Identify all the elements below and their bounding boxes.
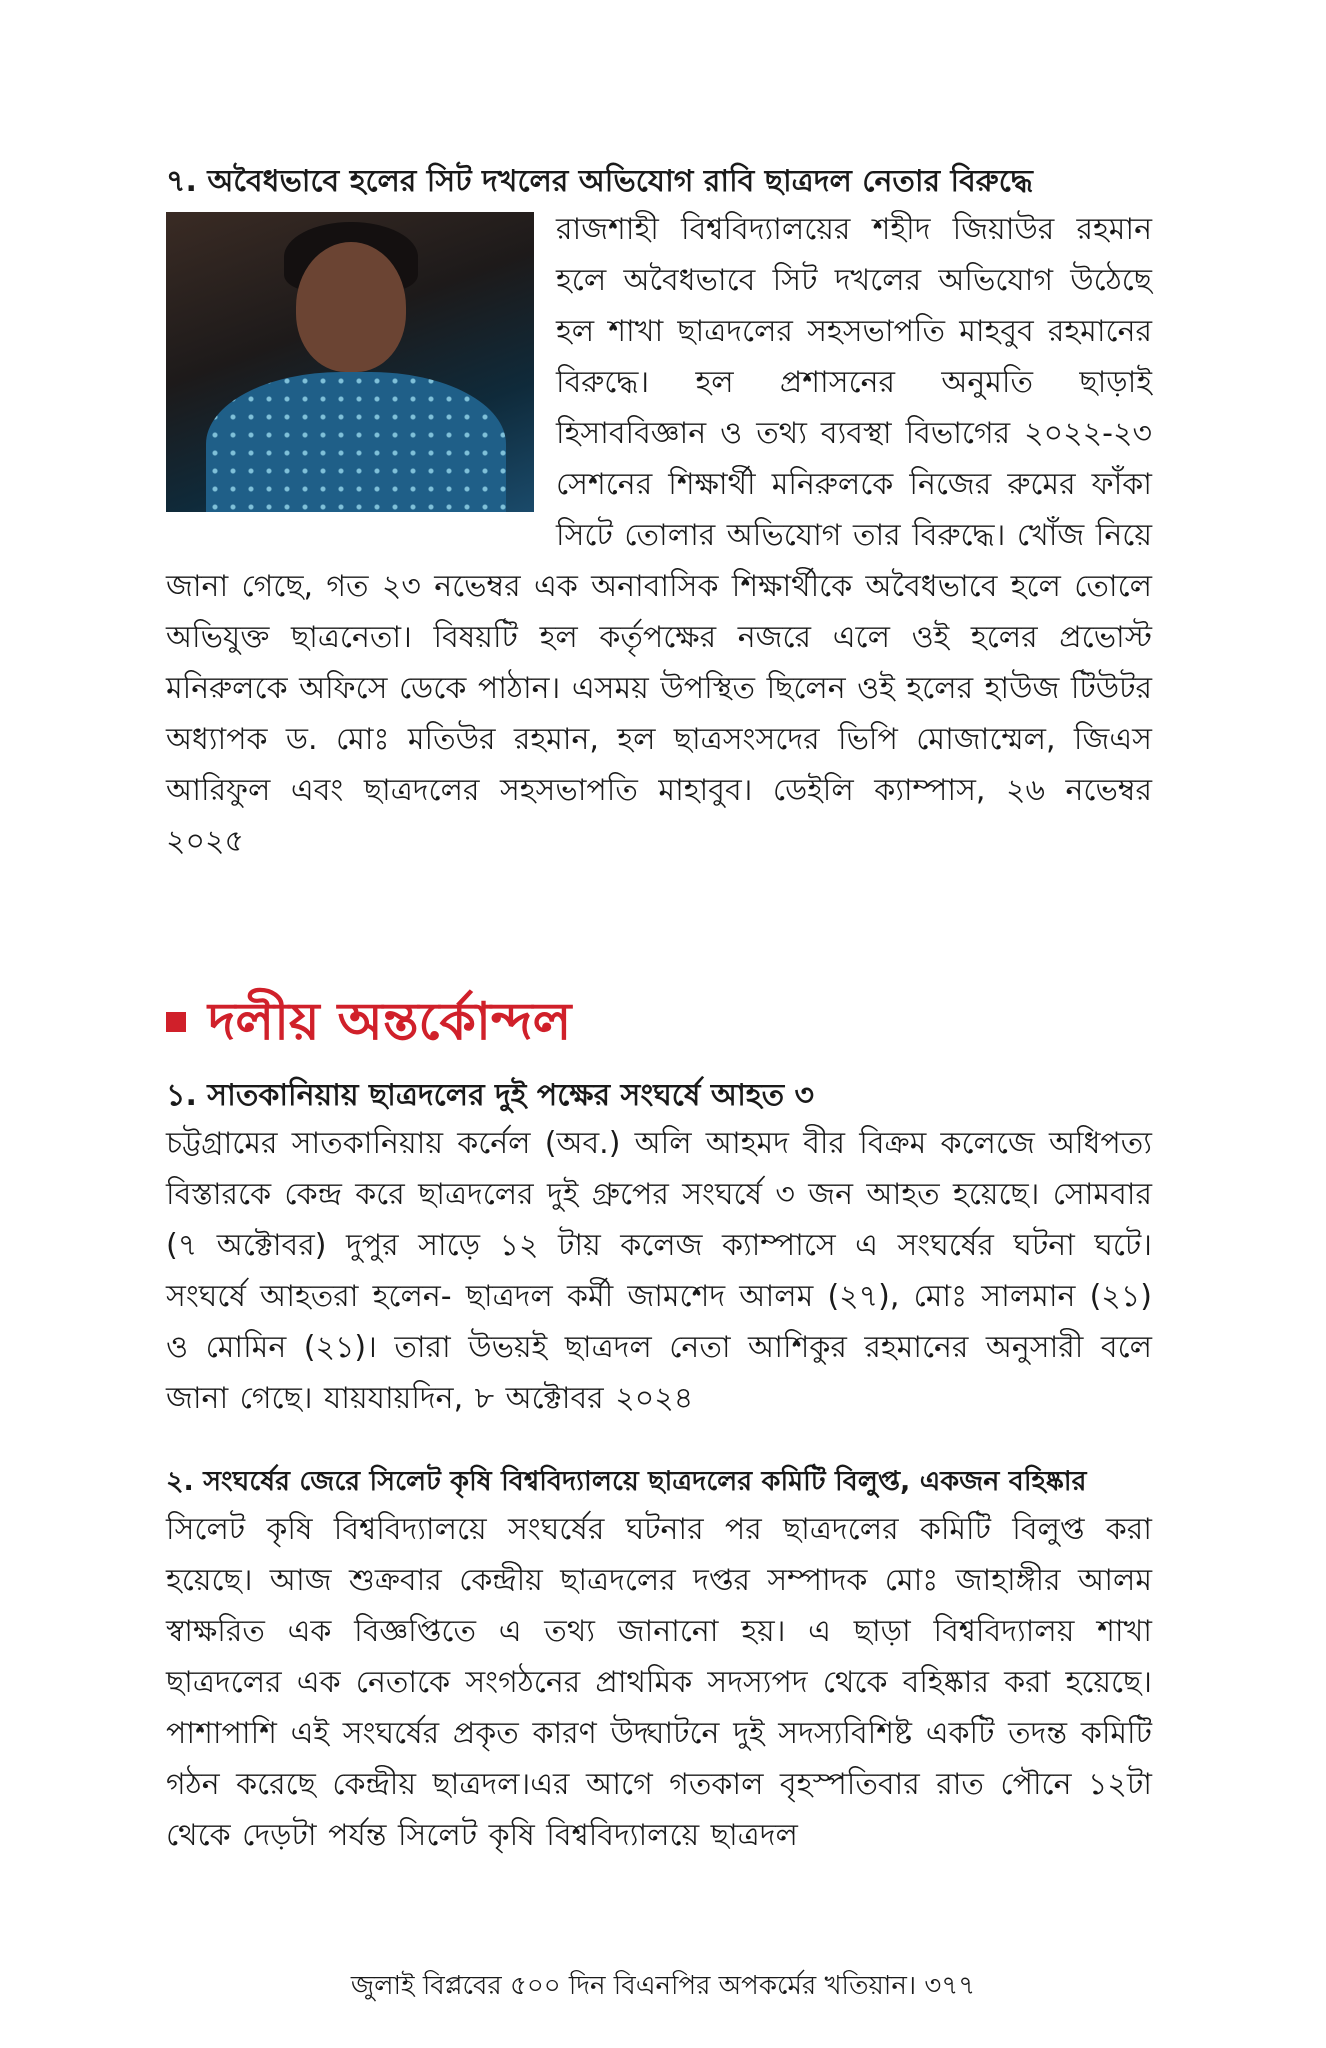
section-title-text: দলীয় অন্তর্কোন্দল — [208, 992, 572, 1052]
article-2-body: সিলেট কৃষি বিশ্ববিদ্যালয়ে সংঘর্ষের ঘটনার পর ছাত্রদলের কমিটি বিলুপ্ত করা হয়েছে। আজ শুক্রবার কেন্দ্রীয় ছাত্রদলের দপ্তর সম্পাদক মোঃ জাহাঙ্গীর আলম স্বাক্ষরিত এক বিজ্ঞপ্তিতে এ তথ্য জানানো হয়। এ ছাড়া বিশ্ববিদ্যালয় শাখা ছাত্রদলের এক নেতাকে সংগঠনের প্রাথমিক সদস্যপদ থেকে বহিষ্কার করা হয়েছে। পাশাপাশি এই সংঘর্ষের প্রকৃত কারণ উদ্ঘাটনে দুই সদস্যবিশিষ্ট একটি তদন্ত কমিটি গঠন করেছে কেন্দ্রীয় ছাত্রদল।এর আগে গতকাল বৃহস্পতিবার রাত পৌনে ১২টা থেকে দেড়টা পর্যন্ত সিলেট কৃষি বিশ্ববিদ্যালয়ে ছাত্রদল — [166, 1512, 1152, 1853]
portrait-photo — [166, 212, 534, 512]
section-title — [166, 990, 571, 1054]
article-7-heading: ৭. অবৈধভাবে হলের সিট দখলের অভিযোগ রাবি ছাত্রদল নেতার বিরুদ্ধে — [166, 164, 1033, 199]
article-7-body: রাজশাহী বিশ্ববিদ্যালয়ের শহীদ জিয়াউর রহমান হলে অবৈধভাবে সিট দখলের অভিযোগ উঠেছে হল শাখা ছাত্রদলের সহসভাপতি মাহবুব রহমানের বিরুদ্ধে। হল প্রশাসনের অনুমতি ছাড়াই হিসাববিজ্ঞান ও তথ্য ব্যবস্থা বিভাগের ২০২২-২৩ সেশনের শিক্ষার্থী মনিরুলকে নিজের রুমের ফাঁকা সিটে তোলার অভিযোগ তার বিরুদ্ধে। খোঁজ নিয়ে জানা গেছে, গত ২৩ নভেম্বর এক অনাবাসিক শিক্ষার্থীকে অবৈধভাবে হলে তোলে অভিযুক্ত ছাত্রনেতা। বিষয়টি হল কর্তৃপক্ষের নজরে এলে ওই হলের প্রভোস্ট মনিরুলকে অফিসে ডেকে পাঠান। এসময় উপস্থিত ছিলেন ওই হলের হাউজ টিউটর অধ্যাপক ড. মোঃ মতিউর রহমান, হল ছাত্রসংসদের ভিপি মোজাম্মেল, জিএস আরিফুল এবং ছাত্রদলের সহসভাপতি মাহাবুব। ডেইলি ক্যাম্পাস, ২৬ নভেম্বর ২০২৫ — [166, 212, 1152, 859]
square-bullet-icon — [166, 1012, 186, 1032]
article-7 — [166, 160, 1152, 867]
article-1 — [166, 1074, 1152, 1424]
article-2 — [166, 1460, 1152, 1861]
article-2-heading: ২. সংঘর্ষের জেরে সিলেট কৃষি বিশ্ববিদ্যালয়ে ছাত্রদলের কমিটি বিলুপ্ত, একজন বহিষ্কার — [166, 1466, 1087, 1497]
page-footer: জুলাই বিপ্লবের ৫০০ দিন বিএনপির অপকর্মের খতিয়ান। ৩৭৭ — [350, 1971, 976, 2001]
article-1-heading: ১. সাতকানিয়ায় ছাত্রদলের দুই পক্ষের সংঘর্ষে আহত ৩ — [166, 1078, 815, 1113]
article-1-body: চট্টগ্রামের সাতকানিয়ায় কর্নেল (অব.) অলি আহমদ বীর বিক্রম কলেজে অধিপত্য বিস্তারকে কেন্দ্র করে ছাত্রদলের দুই গ্রুপের সংঘর্ষে ৩ জন আহত হয়েছে। সোমবার (৭ অক্টোবর) দুপুর সাড়ে ১২ টায় কলেজ ক্যাম্পাসে এ সংঘর্ষের ঘটনা ঘটে। সংঘর্ষে আহতরা হলেন- ছাত্রদল কর্মী জামশেদ আলম (২৭), মোঃ সালমান (২১) ও মোমিন (২১)। তারা উভয়ই ছাত্রদল নেতা আশিকুর রহমানের অনুসারী বলে জানা গেছে। যায়যায়দিন, ৮ অক্টোবর ২০২৪ — [166, 1126, 1152, 1416]
